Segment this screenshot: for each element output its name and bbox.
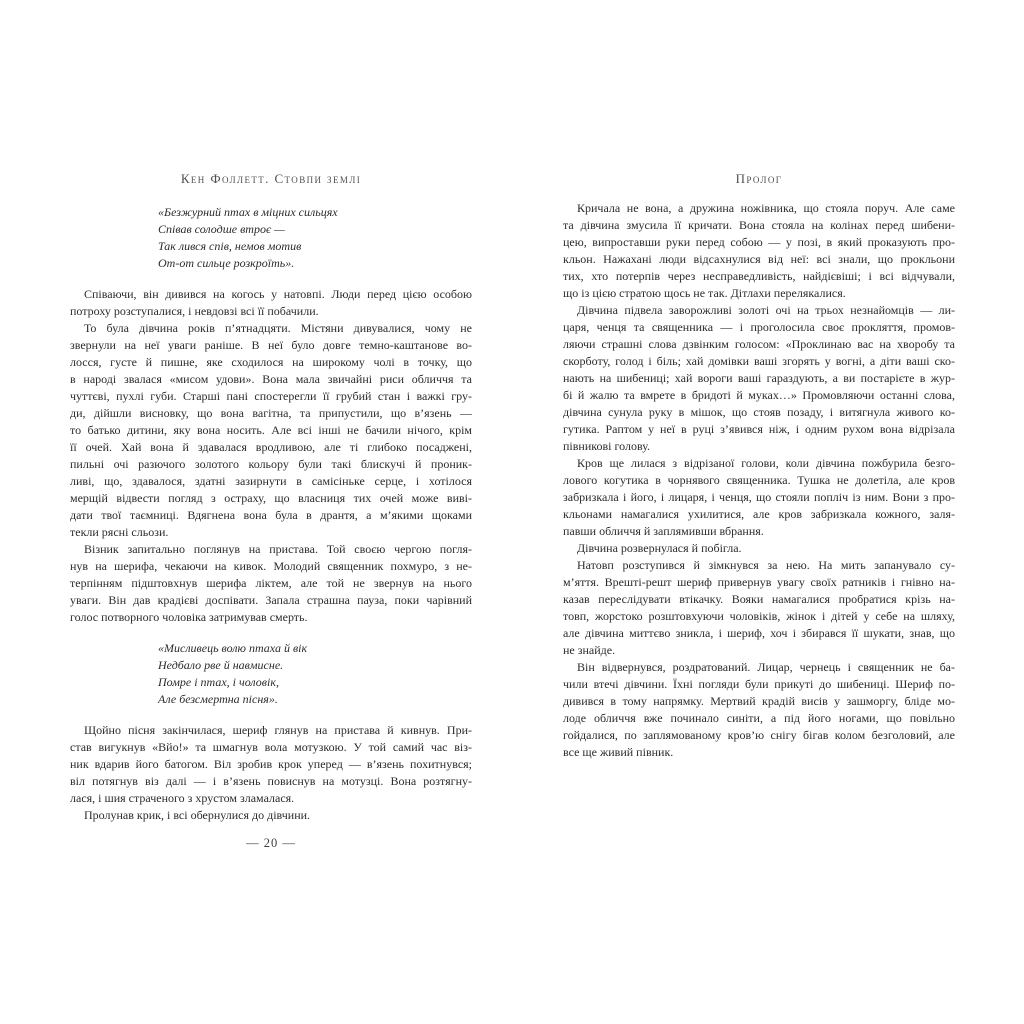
- text-line: дивився в тому напрямку. Мертвий крадій висів у зашморгу, бліде мо-: [563, 694, 955, 708]
- text-line: кльон. Нажахані люди відсахнулися від неї: всі знали, що прокльони: [563, 252, 955, 266]
- text-line: кльонами намагалися ухилитися, але кров забризкала кожного, заля-: [563, 507, 955, 521]
- text-line: голос потворного чоловіка затримував смерть.: [70, 610, 308, 624]
- text-line: Помре і птах, і чоловік,: [158, 675, 279, 689]
- text-line: «Мисливець волю птаха й вік: [158, 641, 308, 655]
- paragraph: [70, 320, 472, 541]
- text-line: гутика. Раптом у неї в руці з’явився ніж, і одним рухом вона відрізала: [563, 422, 955, 436]
- text-line: м’яття. Врешті-решт шериф привернув увагу своїх ратників і гнівно на-: [563, 575, 955, 589]
- text-line: Недбало рве й навмисне.: [158, 658, 284, 672]
- text-line: лосся, густе й пишне, яке сходилося на широкому чолі в точку, що: [70, 355, 472, 369]
- right-page: [563, 0, 955, 1024]
- poem-block: [158, 204, 472, 272]
- text-line: павши обличчя й заплямивши вбрання.: [563, 524, 764, 538]
- text-line: що із цією стратою щось не так. Дітлахи перелякалися.: [563, 286, 846, 300]
- text-line: забризкала і його, і лицаря, і ченця, що стояли попліч із ним. Вони з про-: [563, 490, 955, 504]
- text-line: казав переслідувати втікачку. Вояки намагалися пробратися крізь на-: [563, 592, 955, 606]
- paragraph: [563, 455, 955, 540]
- text-line: мерщій відвести погляд з остраху, що власниця тих очей може виві-: [70, 491, 472, 505]
- text-line: лася, і шия страченого з хрустом зламалася.: [70, 791, 295, 805]
- text-line: віл потягнув віз далі — і в’язень повиснув на мотузці. Вона розтягну-: [70, 774, 472, 788]
- text-line: нають на шибениці; хай вороги ваші гараздують, а ви постарієте в жур-: [563, 371, 955, 385]
- text-line: уваги. Він дав крадієві доспівати. Запала страшна пауза, поки чарівний: [70, 593, 472, 607]
- text-line: Дівчина підвела заворожливі золоті очі на трьох незнайомців — ли-: [577, 303, 955, 317]
- text-line: нув на шерифа, чекаючи на кивок. Молодий священник похмуро, з не-: [70, 559, 472, 573]
- text-line: ник вдарив його батогом. Віл зробив крок уперед — в’язень похитнувся;: [70, 757, 472, 771]
- text-line: скорботу, голод і біль; хай домівки ваші згорять у вогні, а діти ваші ско-: [563, 354, 955, 368]
- text-line: в народі звалася «мисом удови». Вона мала звичайні риси обличчя та: [70, 372, 472, 386]
- text-line: та дівчина змусила її кричати. Вона стояла на колінах перед шибени-: [563, 218, 955, 232]
- text-line: Натовп розступився й зімкнувся за нею. На мить запанувало су-: [577, 558, 955, 572]
- text-line: цею, випроставши руки перед собою — у позі, в який проказують про-: [563, 235, 955, 249]
- text-line: лоде обличчя вже починало синіти, а під його ногами, що повільно: [563, 711, 955, 725]
- text-line: півникові голову.: [563, 439, 650, 453]
- paragraph: [70, 541, 472, 626]
- text-line: дати твої таємниці. Вдягнена вона була в дрантя, а м’якими щоками: [70, 508, 472, 522]
- text-line: ди, дійшли висновку, що вона вагітна, та припустили, що в’язень —: [70, 406, 472, 420]
- text-line: пильні очі разючого золотого кольору були такі блискучі й проник-: [70, 457, 472, 471]
- page-number: — 20 —: [246, 836, 296, 850]
- paragraph: [563, 540, 955, 557]
- text-line: потроху розступалися, і невдовзі всі її побачили.: [70, 304, 319, 318]
- paragraph: [70, 722, 472, 807]
- text-line: гойдалися, по заплямованому кров’ю снігу бігав колом безголовий, але: [563, 728, 955, 742]
- text-line: «Безжурний птах в міцних сильцях: [158, 205, 338, 219]
- text-line: терпінням підштовхнув шерифа ліктем, але той не звернув на нього: [70, 576, 472, 590]
- text-line: текли рясні сльози.: [70, 525, 169, 539]
- text-line: ляючи страшні слова дзвінким голосом: «Проклинаю вас на хворобу та: [563, 337, 955, 351]
- text-line: Пролунав крик, і всі обернулися до дівчини.: [84, 808, 311, 822]
- paragraph: [70, 807, 472, 824]
- text-line: Він відвернувся, роздратований. Лицар, чернець і священник не ба-: [577, 660, 955, 674]
- text-line: товп, жорстоко розштовхуючи чоловіків, жінок і дітей у себе на шляху,: [563, 609, 955, 623]
- text-line: звернули на неї уваги раніше. В неї було довге темно-каштанове во-: [70, 338, 472, 352]
- text-line: Щойно пісня закінчилася, шериф глянув на пристава й кивнув. При-: [84, 723, 472, 737]
- text-line: Кров ще лилася з відрізаної голови, коли дівчина пожбурила безго-: [577, 456, 955, 470]
- paragraph: [70, 286, 472, 320]
- text-line: Так лився спів, немов мотив: [158, 239, 302, 253]
- paragraph: [563, 302, 955, 455]
- text-line: бі й жалю та вмрете в бридоті й муках…» Промовляючи останні слова,: [563, 388, 955, 402]
- text-line: Візник запитально поглянув на пристава. Той своєю чергою погля-: [84, 542, 472, 556]
- left-page: [70, 0, 472, 1024]
- text-line: але дівчина миттєво зникла, і шериф, хоч і збирався її шукати, знав, що: [563, 626, 955, 640]
- running-head-chapter-title: Пролог: [735, 171, 783, 186]
- text-line: дівчина сунула руку в мішок, що стояв позаду, і витягнула живого ко-: [563, 405, 955, 419]
- page-text-right: [563, 190, 955, 761]
- running-head-book-title: Кен Фоллетт. Стовпи землі: [180, 171, 362, 186]
- page-text-left: [70, 190, 472, 824]
- text-line: Дівчина розвернулася й побігла.: [577, 541, 742, 555]
- text-line: лового когутика в чорнявого священника. Тушка не долетіла, але кров: [563, 473, 955, 487]
- text-line: Співаючи, він дивився на когось у натовпі. Люди перед цією особою: [84, 287, 472, 301]
- text-line: не знайде.: [563, 643, 616, 657]
- text-line: ливі, що, здавалося, здатні зазирнути в самісіньке серце, і хотілося: [70, 474, 472, 488]
- text-line: То була дівчина років п’ятнадцяти. Містяни дивувалися, чому не: [84, 321, 472, 335]
- text-line: Кричала не вона, а дружина ножівника, що стояла поруч. Але саме: [577, 201, 955, 215]
- paragraph: [563, 200, 955, 302]
- text-line: її очей. Хай вона й здавалася вродливою, але ті глибоко посаджені,: [70, 440, 472, 454]
- text-line: Співав солодше втроє —: [158, 222, 285, 236]
- text-line: тих, хто потерпів через несправедливість, найдієвіші; і всі відчували,: [563, 269, 955, 283]
- text-line: царя, ченця та священника — і проголосила своє прокляття, промов-: [563, 320, 955, 334]
- text-line: От-от сильце розкроїть».: [158, 256, 295, 270]
- text-line: Але безсмертна пісня».: [158, 692, 278, 706]
- text-line: чили втечі дівчини. Їхні погляди були прикуті до шибениці. Шериф по-: [563, 677, 955, 691]
- text-line: то батько дитини, яку вона носить. Але всі інші не бачили нічого, крім: [70, 423, 472, 437]
- paragraph: [563, 557, 955, 659]
- paragraph: [563, 659, 955, 761]
- poem-block: [158, 640, 472, 708]
- text-line: все ще живий півник.: [563, 745, 674, 759]
- text-line: став вигукнув «Вйо!» та шмагнув вола мотузкою. У той самий час віз-: [70, 740, 472, 754]
- text-line: чуттєві, пухлі губи. Старші пані спостерегли її грубий стан і важкі гру-: [70, 389, 472, 403]
